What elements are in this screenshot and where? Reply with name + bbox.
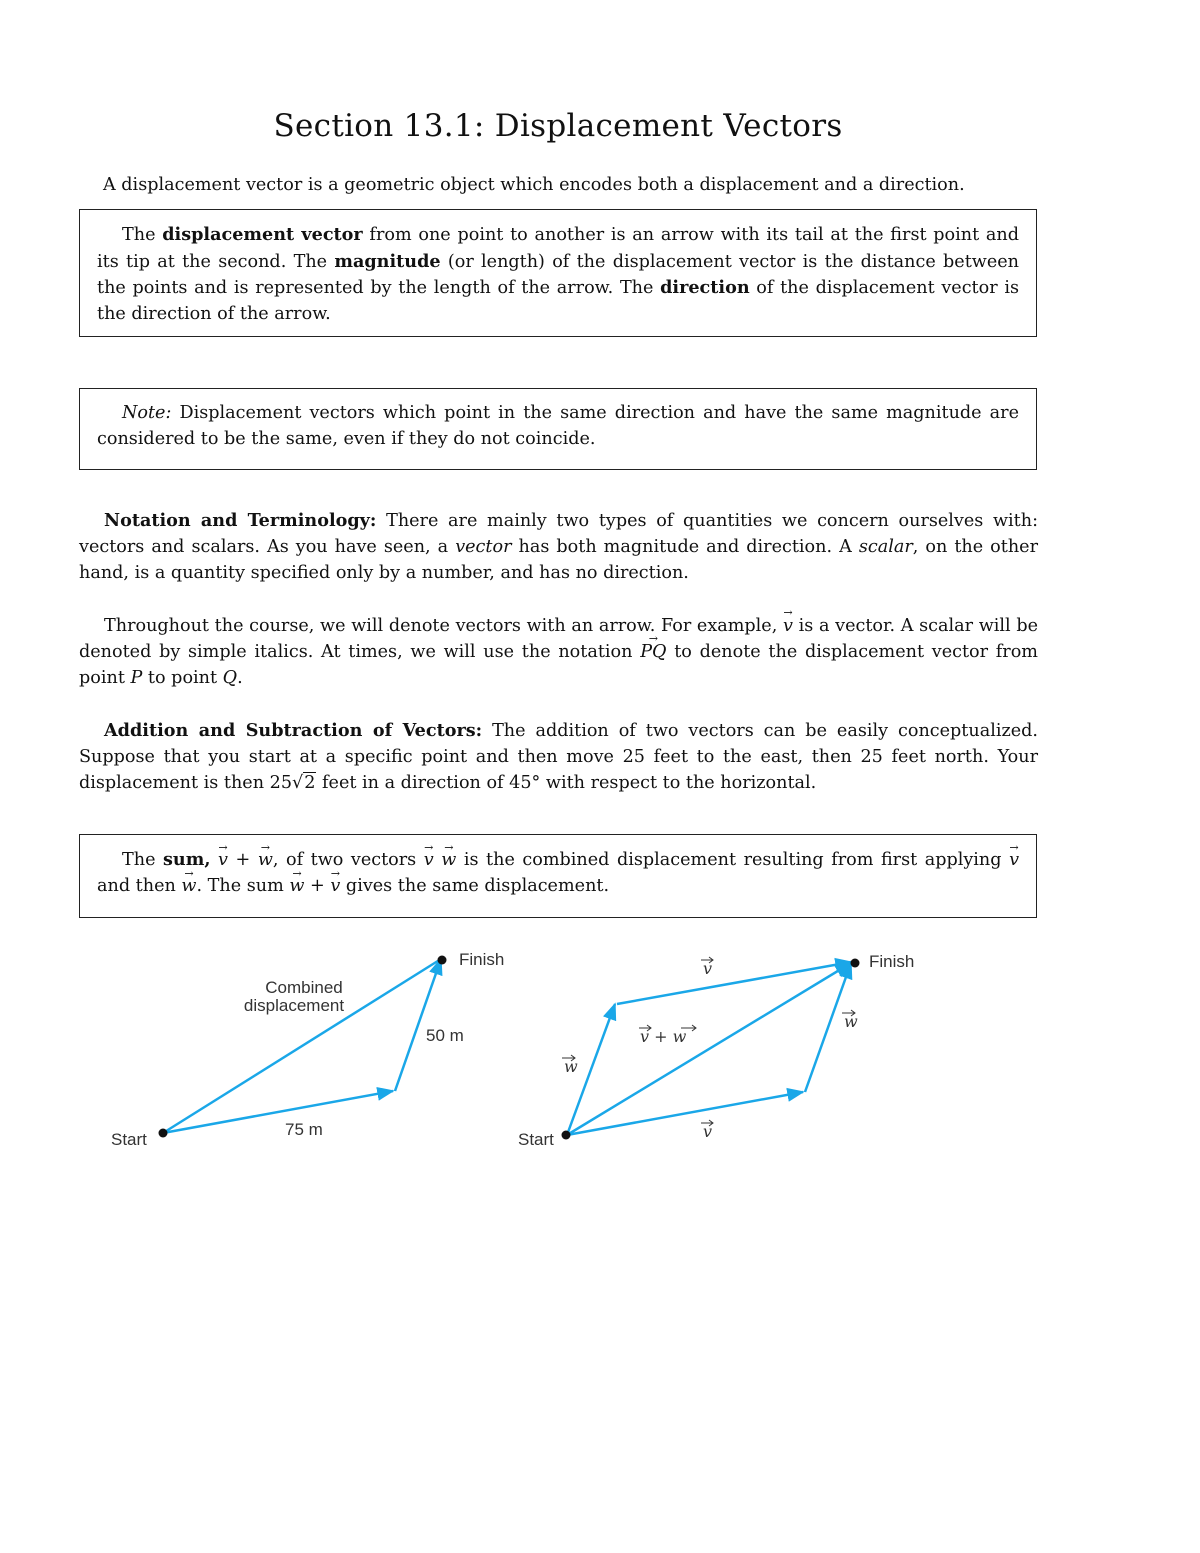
vector-addition-figures [0,930,1200,1170]
arrow-50m [395,959,441,1091]
vector-pq-symbol: PQ → [640,639,666,665]
page-title: Section 13.1: Displacement Vectors [273,108,843,144]
finish-point [438,956,447,965]
vector-notation-paragraph: Throughout the course, we will denote vectors with an arrow. For example, v → is a vector. A scalar will be denoted by simple italics. At times, we will use the notation PQ → to denote the displacement vector from point P to point Q. [79,613,1038,691]
vector-w-right-label: w [844,1012,858,1031]
finish-label: Finish [459,950,505,969]
addition-paragraph: Addition and Subtraction of Vectors: The addition of two vectors can be easily conceptualized. Suppose that you start at a specific point and then move 25 feet to the east, then 25 feet north. Your displacement is then 25√2 feet in a direction of 45° with respect to the horizontal. [79,720,1038,793]
vector-v-top-label: v [703,959,713,978]
vector-v-bottom-label: v [703,1122,713,1141]
notation-paragraph: Notation and Terminology: There are mainly two types of quantities we concern ourselves with: vectors and scalars. As you have seen, a vector has both magnitude and direction. A scalar, on the other hand, is a quantity specified only by a number, and has no direction. [79,510,1038,583]
finish-label: Finish [869,952,915,971]
sum-definition-box: The sum, v → + w →, of two vectors v → w → is the combined displacement resulting from first applying v → and then w →. The sum w → + v → gives the same displacement. [79,834,1037,918]
start-label: Start [518,1130,554,1149]
definition-box: The displacement vector from one point to another is an arrow with its tail at the first point and its tip at the second. The magnitude (or length) of the displacement vector is the distance between the points and is represented by the length of the arrow. The direction of the displacement vector is the direction of the arrow. [79,209,1037,337]
combined-label-1: Combined [265,978,343,997]
right-diagram [518,952,914,1149]
vector-w-left-label: w [564,1057,578,1076]
start-point [562,1131,571,1140]
left-diagram [111,950,504,1149]
vector-sum-label: v + w [640,1027,687,1046]
vector-v-symbol: v → [783,613,793,639]
combined-label-2: displacement [243,996,345,1015]
finish-point [851,959,860,968]
start-label: Start [111,1130,147,1149]
side-75m-label: 75 m [285,1120,323,1139]
intro-paragraph: A displacement vector is a geometric object which encodes both a displacement and a direction. [103,175,965,195]
note-box: Note: Displacement vectors which point in the same direction and have the same magnitude are considered to be the same, even if they do not coincide. [79,388,1037,470]
side-50m-label: 50 m [426,1026,464,1045]
start-point [159,1129,168,1138]
